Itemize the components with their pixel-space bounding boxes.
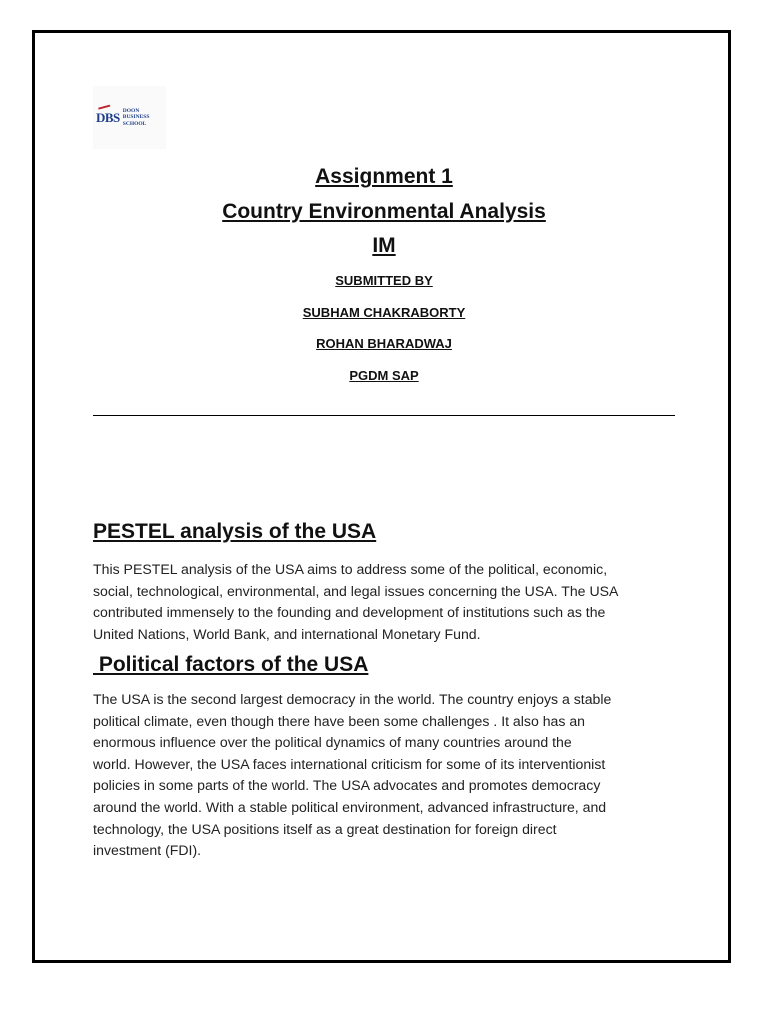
paragraph-line: social, technological, environmental, and legal issues concerning the USA. The USA [93,582,619,599]
paragraph-line: contributed immensely to the founding and development of institutions such as the [93,604,606,621]
section-paragraph-political [93,689,693,862]
logo-text-line: BUSINESS [122,114,150,121]
horizontal-divider [93,415,675,416]
author-name: SUBHAM CHAKRABORTY [302,305,466,320]
course-code: IM [372,234,396,257]
author-name: ROHAN BHARADWAJ [316,336,452,351]
submitted-by-label: SUBMITTED BY [335,273,433,288]
paragraph-line: world. However, the USA faces international criticism for some of its interventionist [93,755,606,772]
paragraph-line: This PESTEL analysis of the USA aims to address some of the political, economic, [93,561,608,577]
paragraph-line: investment (FDI). [93,842,202,859]
paragraph-line: political climate, even though there have been some challenges . It also has an [93,712,586,729]
paragraph-line: policies in some parts of the world. The USA advocates and promotes democracy [93,777,601,794]
logo-mark [93,108,149,127]
section-heading-pestel: PESTEL analysis of the USA [93,520,377,543]
document-title: Country Environmental Analysis [222,200,546,223]
paragraph-line: The USA is the second largest democracy in the world. The country enjoys a stable [93,691,612,707]
paragraph-line: United Nations, World Bank, and international Monetary Fund. [93,625,481,642]
paragraph-line: enormous influence over the political dynamics of many countries around the [93,734,572,751]
paragraph-line: technology, the USA positions itself as a great destination for foreign direct [93,820,557,837]
section-heading-political: Political factors of the USA [93,653,369,676]
assignment-title: Assignment 1 [315,165,453,188]
logo-text-line: DOON [122,108,140,115]
logo-initials: DBS [96,110,120,125]
logo-text [123,108,150,127]
school-logo [93,86,166,149]
program-name: PGDM SAP [349,368,419,383]
section-paragraph-pestel [93,559,693,645]
logo-text-line: SCHOOL [122,120,147,127]
paragraph-line: around the world. With a stable political environment, advanced infrastructure, and [93,798,607,815]
